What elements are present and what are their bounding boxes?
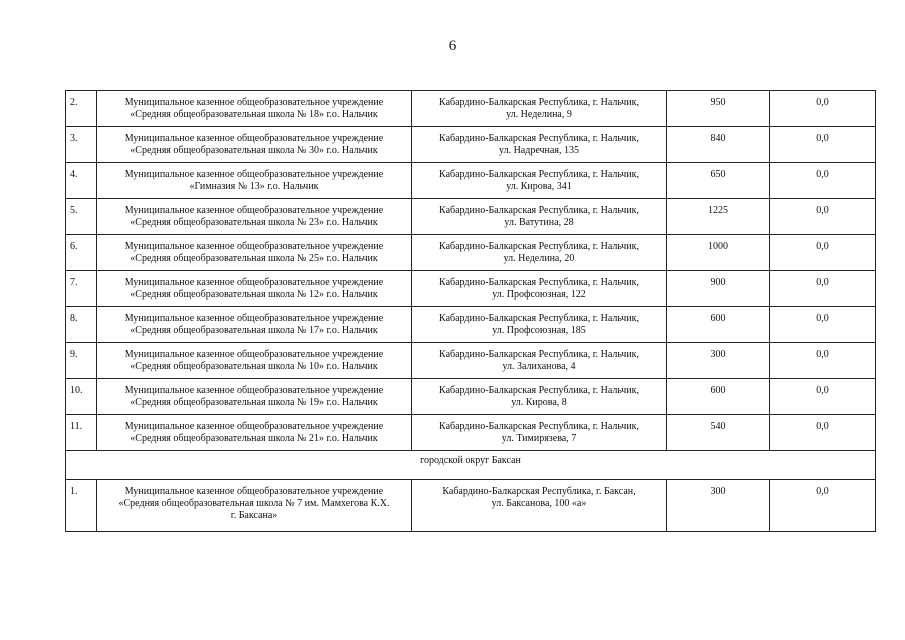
value-amount: 0,0: [770, 415, 876, 451]
institution-name-line: Муниципальное казенное общеобразовательное учреждение: [124, 133, 384, 144]
institution-address: [412, 163, 667, 199]
section-title: городской округ Баксан: [66, 451, 876, 480]
institution-address: [412, 127, 667, 163]
institution-name-line: Муниципальное казенное общеобразовательное учреждение: [124, 277, 384, 288]
value-amount: 0,0: [770, 235, 876, 271]
value-amount: 0,0: [770, 199, 876, 235]
institution-name: [97, 163, 412, 199]
institution-name: [97, 379, 412, 415]
value-capacity: 1225: [667, 199, 770, 235]
institution-name: [97, 343, 412, 379]
institution-name-line: «Средняя общеобразовательная школа № 25» г.о. Нальчик: [130, 253, 378, 264]
institution-address-line: ул. Залиханова, 4: [502, 361, 576, 372]
value-capacity: 300: [667, 480, 770, 532]
institution-address-line: Кабардино-Балкарская Республика, г. Нальчик,: [439, 421, 639, 432]
value-amount: 0,0: [770, 91, 876, 127]
institution-name: [97, 127, 412, 163]
value-capacity: 1000: [667, 235, 770, 271]
table-row: [66, 480, 876, 532]
row-number: 1.: [66, 480, 97, 532]
value-amount: 0,0: [770, 307, 876, 343]
table-row: [66, 379, 876, 415]
table-row: [66, 127, 876, 163]
institution-address-line: ул. Неделина, 9: [506, 109, 572, 120]
value-capacity: 840: [667, 127, 770, 163]
institution-name-line: Муниципальное казенное общеобразовательное учреждение: [124, 385, 384, 396]
table-row: [66, 199, 876, 235]
table-row: [66, 343, 876, 379]
institution-address-line: Кабардино-Балкарская Республика, г. Нальчик,: [439, 241, 639, 252]
institution-name: [97, 307, 412, 343]
institution-name: [97, 199, 412, 235]
value-amount: 0,0: [770, 343, 876, 379]
institution-name-line: «Средняя общеобразовательная школа № 10» г.о. Нальчик: [130, 361, 378, 372]
table-row: [66, 307, 876, 343]
value-capacity: 900: [667, 271, 770, 307]
institution-address: [412, 480, 667, 532]
institution-name-line: «Средняя общеобразовательная школа № 7 им. Мамхегова К.Х.: [118, 498, 390, 509]
table-row: [66, 235, 876, 271]
value-capacity: 650: [667, 163, 770, 199]
institution-address: [412, 343, 667, 379]
institution-address-line: ул. Кирова, 341: [506, 181, 572, 192]
value-amount: 0,0: [770, 127, 876, 163]
institution-address-line: ул. Ватутина, 28: [504, 217, 574, 228]
table-row: [66, 163, 876, 199]
table-row: [66, 271, 876, 307]
institution-name-line: «Средняя общеобразовательная школа № 18» г.о. Нальчик: [130, 109, 378, 120]
value-amount: 0,0: [770, 379, 876, 415]
row-number: 7.: [66, 271, 97, 307]
institution-address-line: ул. Тимирязева, 7: [501, 433, 577, 444]
institution-address-line: ул. Неделина, 20: [503, 253, 575, 264]
institution-name-line: Муниципальное казенное общеобразовательное учреждение: [124, 97, 384, 108]
institution-address-line: ул. Профсоюзная, 185: [492, 325, 586, 336]
institution-address-line: ул. Кирова, 8: [511, 397, 567, 408]
row-number: 3.: [66, 127, 97, 163]
row-number: 10.: [66, 379, 97, 415]
row-number: 5.: [66, 199, 97, 235]
institution-address-line: Кабардино-Балкарская Республика, г. Нальчик,: [439, 133, 639, 144]
institution-name-line: Муниципальное казенное общеобразовательное учреждение: [124, 169, 384, 180]
institution-name-line: Муниципальное казенное общеобразовательное учреждение: [124, 313, 384, 324]
value-amount: 0,0: [770, 480, 876, 532]
institution-address-line: Кабардино-Балкарская Республика, г. Нальчик,: [439, 349, 639, 360]
institution-address: [412, 379, 667, 415]
institution-name-line: «Средняя общеобразовательная школа № 21» г.о. Нальчик: [130, 433, 378, 444]
schools-table: [65, 90, 876, 532]
row-number: 6.: [66, 235, 97, 271]
institution-address-line: Кабардино-Балкарская Республика, г. Нальчик,: [439, 205, 639, 216]
institution-name-line: Муниципальное казенное общеобразовательное учреждение: [124, 486, 384, 497]
row-number: 4.: [66, 163, 97, 199]
institution-name: [97, 91, 412, 127]
value-capacity: 600: [667, 307, 770, 343]
section-header-row: [66, 451, 876, 480]
institution-name-line: Муниципальное казенное общеобразовательное учреждение: [124, 205, 384, 216]
institution-name: [97, 480, 412, 532]
institution-address-line: Кабардино-Балкарская Республика, г. Нальчик,: [439, 169, 639, 180]
institution-address: [412, 199, 667, 235]
value-capacity: 600: [667, 379, 770, 415]
institution-address-line: ул. Баксанова, 100 «а»: [491, 498, 587, 509]
value-amount: 0,0: [770, 271, 876, 307]
institution-name-line: «Средняя общеобразовательная школа № 30» г.о. Нальчик: [130, 145, 378, 156]
row-number: 11.: [66, 415, 97, 451]
institution-name-line: «Средняя общеобразовательная школа № 19» г.о. Нальчик: [130, 397, 378, 408]
row-number: 2.: [66, 91, 97, 127]
institution-address: [412, 91, 667, 127]
value-capacity: 300: [667, 343, 770, 379]
institution-name-line: Муниципальное казенное общеобразовательное учреждение: [124, 241, 384, 252]
institution-name: [97, 235, 412, 271]
institution-name-line: Муниципальное казенное общеобразовательное учреждение: [124, 349, 384, 360]
institution-address-line: Кабардино-Балкарская Республика, г. Нальчик,: [439, 97, 639, 108]
institution-address-line: ул. Надречная, 135: [499, 145, 579, 156]
table-row: [66, 415, 876, 451]
value-capacity: 950: [667, 91, 770, 127]
row-number: 9.: [66, 343, 97, 379]
institution-name: [97, 271, 412, 307]
table-row: [66, 91, 876, 127]
value-amount: 0,0: [770, 163, 876, 199]
institution-address-line: Кабардино-Балкарская Республика, г. Баксан,: [442, 486, 636, 497]
institution-name: [97, 415, 412, 451]
table-body: [66, 91, 876, 532]
institution-address: [412, 235, 667, 271]
value-capacity: 540: [667, 415, 770, 451]
institution-address: [412, 271, 667, 307]
institution-address-line: Кабардино-Балкарская Республика, г. Нальчик,: [439, 313, 639, 324]
institution-name-line: «Гимназия № 13» г.о. Нальчик: [189, 181, 319, 192]
institution-address-line: Кабардино-Балкарская Республика, г. Нальчик,: [439, 277, 639, 288]
institution-name-line: Муниципальное казенное общеобразовательное учреждение: [124, 421, 384, 432]
institution-name-line: г. Баксана»: [230, 510, 278, 521]
institution-address: [412, 415, 667, 451]
institution-name-line: «Средняя общеобразовательная школа № 17» г.о. Нальчик: [130, 325, 378, 336]
institution-address-line: ул. Профсоюзная, 122: [492, 289, 586, 300]
institution-address-line: Кабардино-Балкарская Республика, г. Нальчик,: [439, 385, 639, 396]
institution-name-line: «Средняя общеобразовательная школа № 23» г.о. Нальчик: [130, 217, 378, 228]
page-number: 6: [448, 38, 457, 54]
institution-name-line: «Средняя общеобразовательная школа № 12» г.о. Нальчик: [130, 289, 378, 300]
institution-address: [412, 307, 667, 343]
row-number: 8.: [66, 307, 97, 343]
